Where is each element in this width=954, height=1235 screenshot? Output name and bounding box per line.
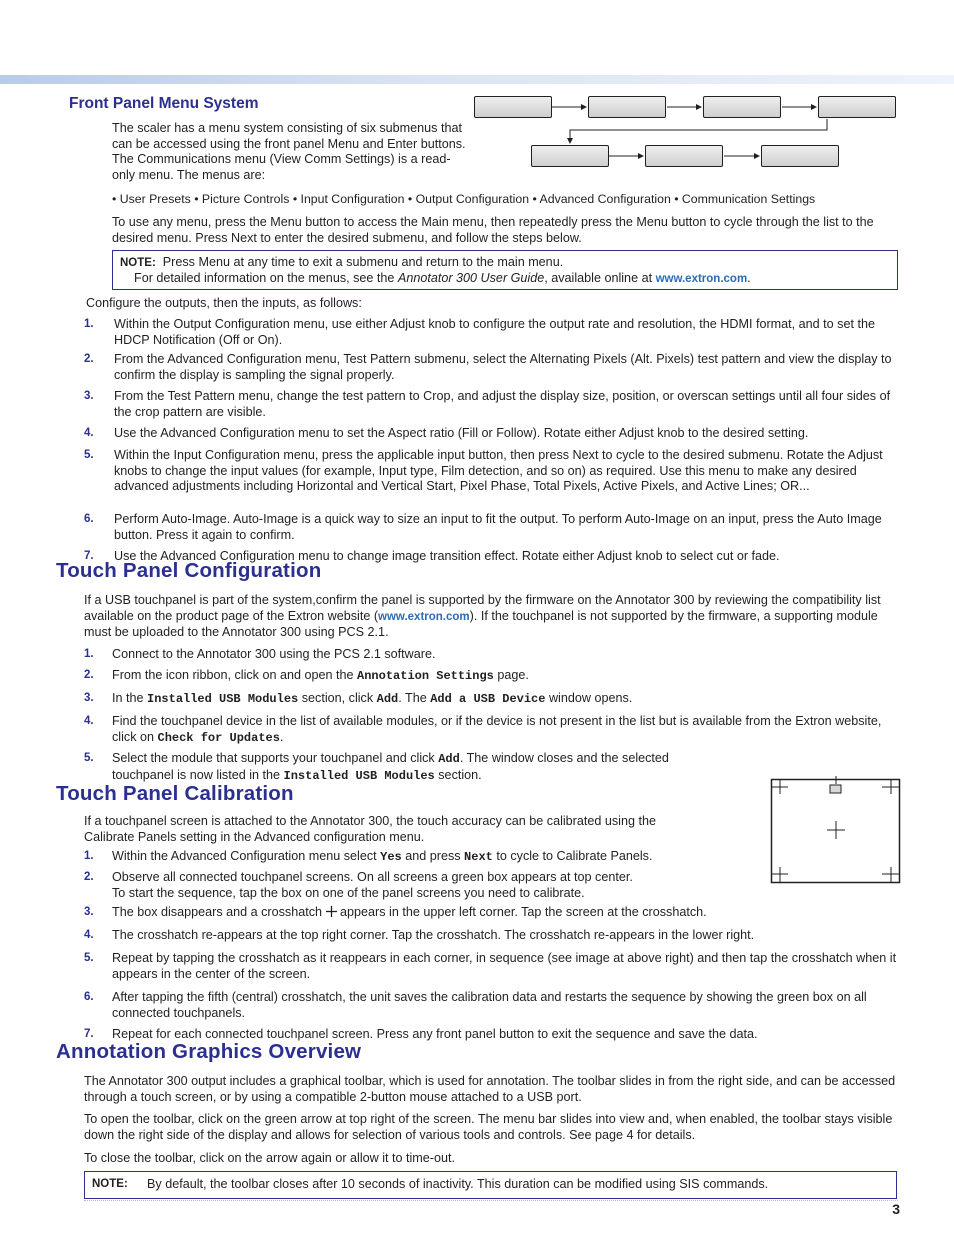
note-line-2-end: . xyxy=(747,271,751,285)
text-run: The box disappears and a crosshatch xyxy=(112,905,326,919)
divider xyxy=(84,1200,898,1201)
text-run: . xyxy=(279,729,284,744)
menus-list: • User Presets • Picture Controls • Input Configuration • Output Configuration • Advanced Configuration • Communication Settings xyxy=(112,192,816,206)
text-run: . The xyxy=(398,691,431,705)
annotation-para-1: The Annotator 300 output includes a graphical toolbar, which is used for annotation. The toolbar slides in from the right side, and can be accessed through a touch screen, or by using a compatible 2-button mouse attached to a USB port. xyxy=(84,1074,896,1104)
touch-config-intro xyxy=(84,593,884,641)
text-line: To start the sequence, tap the box on one of the panel screens you need to calibrate. xyxy=(112,885,585,900)
calibration-diagram xyxy=(770,770,902,886)
step-text: Use the Advanced Configuration menu to change image transition effect. Rotate either Adjust knob to select cut or fade. xyxy=(114,549,780,563)
ui-label-check-updates: Check for Updates xyxy=(157,730,280,745)
crosshatch-icon xyxy=(326,906,337,917)
step-text xyxy=(112,691,899,708)
header-band xyxy=(0,75,954,84)
step-text: Connect to the Annotator 300 using the PCS 2.1 software. xyxy=(112,647,436,661)
text-run: and press xyxy=(401,849,465,863)
text-run: In the xyxy=(112,691,148,705)
note-text: By default, the toolbar closes after 10 seconds of inactivity. This duration can be modified using SIS commands. xyxy=(147,1177,769,1191)
step-number: 5. xyxy=(84,952,94,964)
step-text xyxy=(112,870,899,901)
touch-config-intro-pre: If a USB touchpanel is part of the system,confirm the panel is supported by the firmware on the Annotator 300 by reviewing the compatibility list available on the product page of the Extron website ( xyxy=(84,593,881,623)
step-number: 4. xyxy=(84,929,94,941)
front-panel-heading: Front Panel Menu System xyxy=(69,95,259,112)
text-run: window opens. xyxy=(545,691,633,705)
extron-link-config[interactable]: www.extron.com xyxy=(378,610,470,623)
step-number: 5. xyxy=(84,449,94,461)
step-number: 6. xyxy=(84,513,94,525)
extron-link-note[interactable]: www.extron.com xyxy=(655,273,748,285)
touch-calibration-intro: If a touchpanel screen is attached to the Annotator 300, the touch accuracy can be calibrated using the Calibrate Panels setting in the Advanced configuration menu. xyxy=(84,814,656,844)
text-line: Observe all connected touchpanel screens. On all screens a green box appears at top center. xyxy=(112,870,633,884)
step-number: 2. xyxy=(84,669,94,681)
step-number: 4. xyxy=(84,427,94,439)
touch-calibration-heading: Touch Panel Calibration xyxy=(56,782,294,805)
menu-usage: To use any menu, press the Menu button to access the Main menu, then repeatedly press the Menu button to cycle through the list to the desired menu. Press Next to enter the desired submenu, and follow the steps below. xyxy=(112,215,874,245)
text-run: to cycle to Calibrate Panels. xyxy=(492,849,653,863)
step-text: Repeat for each connected touchpanel screen. Press any front panel button to exit the sequence and save the data. xyxy=(112,1027,758,1041)
text-run: section. xyxy=(434,767,482,782)
note-label: NOTE: xyxy=(120,257,156,269)
touch-config-heading: Touch Panel Configuration xyxy=(56,559,322,582)
text-run: Find the touchpanel device in the list of available modules, or if the device is not present in the list but is available from the Extron website, click on xyxy=(112,714,882,744)
step-number: 6. xyxy=(84,991,94,1003)
note-box-menu xyxy=(112,250,898,290)
note-line-2 xyxy=(134,271,751,288)
step-text: Perform Auto-Image. Auto-Image is a quick way to size an input to fit the output. To perform Auto-Image on an input, press the Auto Image button. Press it again to confirm. xyxy=(114,512,882,542)
ui-label-installed-usb: Installed USB Modules xyxy=(283,768,435,783)
note-line-2-pre: For detailed information on the menus, see the xyxy=(134,271,398,285)
step-text xyxy=(112,714,899,746)
ui-label-next: Next xyxy=(464,850,493,864)
step-text xyxy=(112,751,724,784)
step-text: From the Test Pattern menu, change the test pattern to Crop, and adjust the display size, position, or overscan settings until all four sides of the crop pattern are visible. xyxy=(114,389,891,419)
step-text xyxy=(112,849,899,866)
text-run: page. xyxy=(493,668,529,682)
note-guide-title: Annotator 300 User Guide xyxy=(397,271,545,285)
ui-label-add-usb-device: Add a USB Device xyxy=(430,692,546,706)
step-text xyxy=(112,905,899,921)
step-number: 2. xyxy=(84,871,94,883)
step-number: 7. xyxy=(84,550,94,562)
step-number: 2. xyxy=(84,353,94,365)
ui-label-add: Add xyxy=(376,692,399,706)
configure-intro: Configure the outputs, then the inputs, as follows: xyxy=(86,296,362,310)
text-run: Select the module that supports your touchpanel and click xyxy=(112,751,439,765)
note-label: NOTE: xyxy=(92,1178,128,1190)
step-number: 3. xyxy=(84,906,94,918)
green-box-target xyxy=(830,785,841,793)
step-text: Within the Output Configuration menu, use either Adjust knob to configure the output rate and resolution, the HDMI format, and to set the HDCP Notification (Off or On). xyxy=(114,317,875,347)
step-number: 3. xyxy=(84,390,94,402)
step-number: 4. xyxy=(84,715,94,727)
text-run: From the icon ribbon, click on and open the xyxy=(112,668,358,682)
step-number: 7. xyxy=(84,1028,94,1040)
touch-config-intro-post: ). If the touchpanel is not supported by the firmware, a supporting module must be uploaded to the Annotator 300 using PCS 2.1. xyxy=(84,608,878,639)
step-text: After tapping the fifth (central) crosshatch, the unit saves the calibration data and restarts the sequence by showing the green box on all connected touchpanels. xyxy=(112,990,867,1020)
note-line-1-text: Press Menu at any time to exit a submenu and return to the main menu. xyxy=(162,255,564,269)
annotation-para-2: To open the toolbar, click on the green arrow at top right of the screen. The menu bar slides into view and, when enabled, the toolbar stays visible down the right side of the display and allows for selection of various tools and controls. See page 4 for details. xyxy=(84,1112,893,1142)
step-text xyxy=(112,668,899,685)
page-number: 3 xyxy=(892,1201,900,1217)
ui-label-annotation-settings: Annotation Settings xyxy=(357,669,494,683)
front-panel-intro: The scaler has a menu system consisting of six submenus that can be accessed using the front panel Menu and Enter buttons. The Communications menu (View Comm Settings) is a read-only menu. The menus are: xyxy=(112,121,466,182)
ui-label-yes: Yes xyxy=(380,850,402,864)
step-number: 1. xyxy=(84,850,94,862)
step-text: Within the Input Configuration menu, press the applicable input button, then press Next to cycle to the desired submenu. Rotate the Adjust knobs to change the input values (for example, Input type, Film detection, and so on) as required. Use this menu to make any desired advanced adjustments including Horizontal and Vertical Start, Pixel Phase, Total Pixels, Active Pixels, and Active Lines; OR... xyxy=(114,448,883,493)
note-line-2-mid: , available online at xyxy=(544,271,656,285)
note-line-1 xyxy=(120,255,563,272)
step-number: 1. xyxy=(84,648,94,660)
step-text: Use the Advanced Configuration menu to set the Aspect ratio (Fill or Follow). Rotate either Adjust knob to the desired setting. xyxy=(114,426,809,440)
annotation-heading: Annotation Graphics Overview xyxy=(56,1040,362,1063)
note-box-toolbar xyxy=(84,1171,897,1199)
step-text: Repeat by tapping the crosshatch as it reappears in each corner, in sequence (see image at above right) and then tap the crosshatch when it appears in the center of the screen. xyxy=(112,951,897,981)
step-number: 5. xyxy=(84,752,94,764)
step-text: From the Advanced Configuration menu, Test Pattern submenu, select the Alternating Pixels (Alt. Pixels) test pattern and view the display to confirm the display is sampling the signal properly. xyxy=(114,352,892,382)
step-number: 1. xyxy=(84,318,94,330)
text-run: Within the Advanced Configuration menu select xyxy=(112,849,381,863)
text-run: appears in the upper left corner. Tap the screen at the crosshatch. xyxy=(336,905,707,919)
ui-label-add: Add xyxy=(438,752,460,766)
ui-label-installed-usb: Installed USB Modules xyxy=(147,692,299,706)
text-run: . The window closes and the selected touchpanel is now listed in the xyxy=(112,751,669,782)
annotation-para-3: To close the toolbar, click on the arrow again or allow it to time-out. xyxy=(84,1151,455,1165)
step-text: The crosshatch re-appears at the top right corner. Tap the crosshatch. The crosshatch re-appears in the lower right. xyxy=(112,928,755,942)
flow-arrows xyxy=(460,88,910,178)
text-run: section, click xyxy=(298,691,377,705)
step-number: 3. xyxy=(84,692,94,704)
